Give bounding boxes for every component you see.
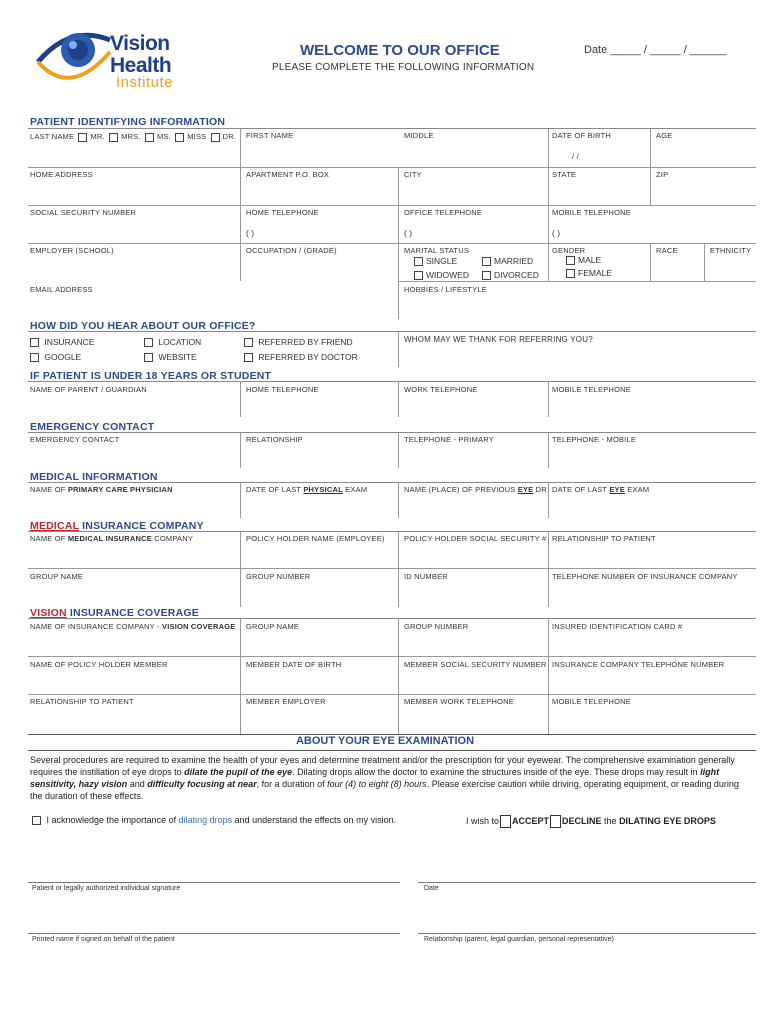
- section-divider: [28, 531, 756, 532]
- pcp-prefix: NAME OF: [30, 485, 68, 494]
- cell-divider: [398, 618, 399, 734]
- checkbox-icon[interactable]: [566, 269, 575, 278]
- cell-divider: [240, 129, 241, 167]
- row-divider: [28, 568, 756, 569]
- wish-the: the: [601, 815, 620, 826]
- cell-divider: [240, 482, 241, 518]
- exam-italic-4: four (4) to eight (8) hours: [327, 779, 427, 789]
- marital-married-option[interactable]: [480, 256, 533, 266]
- occupation-field[interactable]: OCCUPATION / (GRADE): [246, 246, 337, 255]
- minor-work-telephone-field[interactable]: WORK TELEPHONE: [404, 385, 478, 394]
- prev-prefix: NAME (PLACE) OF PREVIOUS: [404, 485, 518, 494]
- printed-name-line[interactable]: [28, 933, 400, 934]
- referred-doctor-label: REFERRED BY DOCTOR: [258, 352, 358, 362]
- prev-bold: EYE: [517, 485, 534, 494]
- cell-divider: [240, 432, 241, 468]
- mobile-telephone-area-code: ( ): [552, 228, 561, 238]
- acknowledge-option[interactable]: [30, 815, 396, 825]
- mobile-telephone-field[interactable]: MOBILE TELEPHONE: [552, 208, 631, 217]
- cell-divider: [650, 167, 651, 205]
- title-miss-checkbox[interactable]: [175, 133, 184, 142]
- single-label: SINGLE: [426, 256, 458, 266]
- ack-text-post: and understand the effects on my vision.: [232, 815, 397, 825]
- ethnicity-field[interactable]: ETHNICITY: [710, 246, 752, 255]
- exam-text-2: . Dilating drops allow the doctor to examine the structures inside of the eye. These drops may result in: [292, 767, 701, 777]
- female-label: FEMALE: [578, 268, 613, 278]
- logo-word-vision: Vision: [110, 32, 170, 55]
- vision-insurance-heading-red: VISION: [30, 607, 67, 619]
- parent-name-field[interactable]: NAME OF PARENT / GUARDIAN: [30, 385, 147, 394]
- hear-referred-doctor-option[interactable]: [242, 352, 358, 362]
- ssn-field[interactable]: SOCIAL SECURITY NUMBER: [30, 208, 137, 217]
- section-medical-heading: MEDICAL INFORMATION: [30, 471, 158, 483]
- hear-google-option[interactable]: [28, 352, 81, 362]
- title-mrs-label: MRS.: [121, 132, 141, 141]
- vision-mobile-telephone-field[interactable]: MOBILE TELEPHONE: [552, 697, 631, 706]
- hobbies-field[interactable]: HOBBIES / LIFESTYLE: [404, 285, 487, 294]
- date-field[interactable]: Date _____ / _____ / ______: [584, 44, 727, 56]
- vision-insurance-heading-rest: INSURANCE COVERAGE: [66, 607, 199, 619]
- policy-holder-ssn-field[interactable]: POLICY HOLDER SOCIAL SECURITY #: [404, 534, 547, 543]
- last-eye-bold: EYE: [609, 485, 625, 494]
- ack-text-blue: dilating drops: [178, 815, 233, 825]
- cell-divider: [398, 482, 399, 518]
- printed-name-label: Printed name if signed on behalf of the patient: [32, 936, 175, 943]
- vision-group-name-field[interactable]: GROUP NAME: [246, 622, 300, 631]
- cell-divider: [398, 205, 399, 243]
- acknowledge-checkbox[interactable]: [32, 816, 41, 825]
- cell-divider: [398, 432, 399, 468]
- ack-text-pre: I acknowledge the importance of: [46, 815, 179, 825]
- first-name-field[interactable]: FIRST NAME: [246, 131, 294, 140]
- section-divider: [28, 331, 756, 332]
- employer-field[interactable]: EMPLOYER (SCHOOL): [30, 246, 114, 255]
- zip-field[interactable]: ZIP: [656, 170, 669, 179]
- last-name-label: LAST NAME: [30, 132, 75, 141]
- race-field[interactable]: RACE: [656, 246, 678, 255]
- row-divider: [28, 750, 756, 751]
- minor-home-telephone-field[interactable]: HOME TELEPHONE: [246, 385, 319, 394]
- previous-eye-dr-field[interactable]: [404, 485, 547, 494]
- physical-prefix: DATE OF LAST: [246, 485, 304, 494]
- insured-id-card-field[interactable]: INSURED IDENTIFICATION CARD #: [552, 622, 683, 631]
- vis-company-bold: VISION COVERAGE: [162, 622, 236, 631]
- section-divider: [28, 381, 756, 382]
- exam-bold-2: light sensitivity, hazy vision: [30, 767, 720, 789]
- checkbox-icon[interactable]: [414, 257, 423, 266]
- cell-divider: [398, 331, 399, 367]
- checkbox-icon[interactable]: [144, 353, 153, 362]
- section-emergency-heading: EMERGENCY CONTACT: [30, 421, 155, 433]
- home-telephone-area-code: ( ): [246, 228, 255, 238]
- section-divider: [28, 432, 756, 433]
- hear-referred-friend-option[interactable]: [242, 337, 353, 347]
- pcp-bold: PRIMARY CARE PHYSICIAN: [67, 485, 173, 494]
- section-minor-heading: IF PATIENT IS UNDER 18 YEARS OR STUDENT: [30, 370, 272, 382]
- cell-divider: [240, 531, 241, 607]
- email-field[interactable]: EMAIL ADDRESS: [30, 285, 93, 294]
- title-dr-label: DR.: [222, 132, 237, 141]
- dilation-choice: [466, 815, 716, 828]
- page-subtitle: PLEASE COMPLETE THE FOLLOWING INFORMATION: [272, 62, 535, 73]
- cell-divider: [240, 618, 241, 734]
- exam-text-5: . Please exercise caution while driving, operating equipment, or reading during the duration of these effects.: [30, 779, 739, 801]
- cell-divider: [240, 243, 241, 281]
- vision-relationship-field[interactable]: RELATIONSHIP TO PATIENT: [30, 697, 134, 706]
- middle-name-field[interactable]: MIDDLE: [404, 131, 434, 140]
- row-divider: [28, 205, 756, 206]
- signature-date-label: Date: [424, 885, 439, 892]
- state-field[interactable]: STATE: [552, 170, 577, 179]
- dilating-eye-drops-label: DILATING EYE DROPS: [619, 815, 716, 826]
- cell-divider: [240, 167, 241, 205]
- gender-male-option[interactable]: [564, 255, 601, 265]
- title-ms-checkbox[interactable]: [145, 133, 154, 142]
- cell-divider: [548, 205, 549, 243]
- title-mrs-checkbox[interactable]: [109, 133, 118, 142]
- medical-insurance-company-field[interactable]: [30, 534, 193, 543]
- married-label: MARRIED: [494, 256, 534, 266]
- insurance-company-telephone-field[interactable]: TELEPHONE NUMBER OF INSURANCE COMPANY: [552, 572, 738, 581]
- date-line[interactable]: [418, 882, 756, 883]
- medical-insurance-heading-red: MEDICAL: [30, 520, 80, 532]
- exam-text-4: , for a duration of: [256, 779, 328, 789]
- cell-divider: [398, 381, 399, 417]
- title-mr-checkbox[interactable]: [78, 133, 87, 142]
- office-telephone-field[interactable]: OFFICE TELEPHONE: [404, 208, 483, 217]
- checkbox-icon[interactable]: [244, 353, 253, 362]
- cell-divider: [548, 381, 549, 417]
- page-title: WELCOME TO OUR OFFICE: [300, 42, 500, 59]
- checkbox-icon[interactable]: [244, 338, 253, 347]
- prev-suffix: DR: [533, 485, 547, 494]
- signature-line[interactable]: [28, 882, 400, 883]
- medical-group-name-field[interactable]: GROUP NAME: [30, 572, 84, 581]
- accept-label: ACCEPT: [512, 815, 550, 826]
- relationship-line[interactable]: [418, 933, 756, 934]
- signature-label: Patient or legally authorized individual signature: [32, 885, 181, 892]
- policy-holder-member-field[interactable]: NAME OF POLICY HOLDER MEMBER: [30, 660, 168, 669]
- marital-divorced-option[interactable]: [480, 270, 539, 280]
- medical-group-number-field[interactable]: GROUP NUMBER: [246, 572, 311, 581]
- row-divider: [28, 243, 756, 244]
- cell-divider: [548, 243, 549, 281]
- exam-text-3: and: [127, 779, 148, 789]
- med-company-prefix: NAME OF: [30, 534, 68, 543]
- section-divider: [28, 482, 756, 483]
- gender-female-option[interactable]: [564, 268, 612, 278]
- emergency-contact-field[interactable]: EMERGENCY CONTACT: [30, 435, 120, 444]
- cell-divider: [548, 167, 549, 205]
- google-label: GOOGLE: [44, 352, 82, 362]
- emergency-telephone-mobile-field[interactable]: TELEPHONE - MOBILE: [552, 435, 637, 444]
- cell-divider: [548, 129, 549, 167]
- checkbox-icon[interactable]: [30, 353, 39, 362]
- vision-group-number-field[interactable]: GROUP NUMBER: [404, 622, 469, 631]
- hear-website-option[interactable]: [142, 352, 197, 362]
- member-employer-field[interactable]: MEMBER EMPLOYER: [246, 697, 326, 706]
- logo-word-health: Health: [110, 54, 172, 77]
- gender-label: GENDER: [552, 246, 586, 255]
- male-label: MALE: [578, 255, 602, 265]
- checkbox-icon[interactable]: [482, 271, 491, 280]
- location-label: LOCATION: [158, 337, 202, 347]
- med-company-suffix: COMPANY: [151, 534, 194, 543]
- cell-divider: [548, 618, 549, 734]
- eye-logo-icon: [30, 22, 120, 94]
- pcp-name-field[interactable]: [30, 485, 173, 494]
- city-field[interactable]: CITY: [404, 170, 422, 179]
- cell-divider: [650, 243, 651, 281]
- marital-status-label: MARITAL STATUS: [404, 246, 470, 255]
- last-physical-field[interactable]: [246, 485, 367, 494]
- relationship-to-patient-field[interactable]: RELATIONSHIP TO PATIENT: [552, 534, 656, 543]
- exam-bold-3: difficulty focusing at near: [147, 779, 257, 789]
- vision-insurance-company-field[interactable]: [30, 622, 235, 631]
- dob-field[interactable]: DATE OF BIRTH: [552, 131, 611, 140]
- logo-word-institute: Institute: [116, 74, 174, 91]
- home-address-field[interactable]: HOME ADDRESS: [30, 170, 93, 179]
- checkbox-icon[interactable]: [144, 338, 153, 347]
- website-label: WEBSITE: [158, 352, 197, 362]
- eye-exam-heading: ABOUT YOUR EYE EXAMINATION: [295, 735, 475, 747]
- age-field[interactable]: AGE: [656, 131, 673, 140]
- referred-friend-label: REFERRED BY FRIEND: [258, 337, 353, 347]
- cell-divider: [398, 167, 399, 205]
- emergency-relationship-field[interactable]: RELATIONSHIP: [246, 435, 303, 444]
- medical-id-number-field[interactable]: ID NUMBER: [404, 572, 448, 581]
- hear-location-option[interactable]: [142, 337, 201, 347]
- exam-text-1: Several procedures are required to examine the health of your eyes and determine treatment and/or the prescription for your eyewear. The comprehensive examination generally requires the instillation of eye drops to: [30, 755, 735, 777]
- cell-divider: [650, 129, 651, 167]
- section-divider: [28, 128, 756, 129]
- office-telephone-area-code: ( ): [404, 228, 413, 238]
- dob-slashes: / /: [572, 152, 579, 161]
- hear-insurance-option[interactable]: [28, 337, 94, 347]
- divorced-label: DIVORCED: [494, 270, 539, 280]
- minor-mobile-telephone-field[interactable]: MOBILE TELEPHONE: [552, 385, 631, 394]
- cell-divider: [548, 531, 549, 607]
- cell-divider: [548, 432, 549, 468]
- checkbox-icon[interactable]: [414, 271, 423, 280]
- medical-insurance-heading-rest: INSURANCE COMPANY: [79, 520, 204, 532]
- row-divider: [28, 167, 756, 168]
- accept-checkbox[interactable]: [500, 815, 511, 828]
- physical-bold: PHYSICAL: [303, 485, 343, 494]
- exam-bold-1: dilate the pupil of the eye: [184, 767, 293, 777]
- title-dr-checkbox[interactable]: [211, 133, 220, 142]
- cell-divider: [548, 482, 549, 518]
- vision-insurance-telephone-field[interactable]: INSURANCE COMPANY TELEPHONE NUMBER: [552, 660, 725, 669]
- physical-suffix: EXAM: [342, 485, 368, 494]
- cell-divider: [240, 205, 241, 243]
- vis-company-prefix: NAME OF INSURANCE COMPANY -: [30, 622, 163, 631]
- apartment-field[interactable]: APARTMENT P.O. BOX: [246, 170, 330, 179]
- title-mr-label: MR.: [90, 132, 105, 141]
- row-divider: [398, 281, 756, 282]
- decline-checkbox[interactable]: [550, 815, 561, 828]
- home-telephone-field[interactable]: HOME TELEPHONE: [246, 208, 319, 217]
- emergency-telephone-primary-field[interactable]: TELEPHONE - PRIMARY: [404, 435, 494, 444]
- title-miss-label: MISS: [187, 132, 207, 141]
- member-dob-field[interactable]: MEMBER DATE OF BIRTH: [246, 660, 342, 669]
- wish-text: I wish to: [466, 815, 500, 826]
- last-eye-suffix: EXAM: [624, 485, 650, 494]
- last-name-field[interactable]: [30, 132, 236, 142]
- section-divider: [28, 618, 756, 619]
- cell-divider: [240, 381, 241, 417]
- vision-health-logo: [30, 22, 190, 94]
- member-ssn-field[interactable]: MEMBER SOCIAL SECURITY NUMBER: [404, 660, 547, 669]
- member-work-telephone-field[interactable]: MEMBER WORK TELEPHONE: [404, 697, 514, 706]
- last-eye-prefix: DATE OF LAST: [552, 485, 610, 494]
- title-ms-label: MS.: [157, 132, 171, 141]
- widowed-label: WIDOWED: [426, 270, 469, 280]
- med-company-bold: MEDICAL INSURANCE: [67, 534, 152, 543]
- cell-divider: [398, 531, 399, 607]
- marital-single-option[interactable]: [412, 256, 457, 266]
- eye-exam-paragraph: [30, 754, 750, 802]
- cell-divider: [704, 243, 705, 281]
- checkbox-icon[interactable]: [30, 338, 39, 347]
- checkbox-icon[interactable]: [566, 256, 575, 265]
- decline-label: DECLINE: [562, 815, 602, 826]
- policy-holder-name-field[interactable]: POLICY HOLDER NAME (EMPLOYEE): [246, 534, 385, 543]
- relationship-label: Relationship (parent, legal guardian, personal representative): [424, 936, 614, 943]
- marital-widowed-option[interactable]: [412, 270, 469, 280]
- checkbox-icon[interactable]: [482, 257, 491, 266]
- row-divider: [28, 656, 756, 657]
- section-patient-heading: PATIENT IDENTIFYING INFORMATION: [30, 116, 226, 128]
- section-hear-heading: HOW DID YOU HEAR ABOUT OUR OFFICE?: [30, 320, 256, 332]
- last-eye-exam-field[interactable]: [552, 485, 649, 494]
- insurance-label: INSURANCE: [44, 337, 95, 347]
- row-divider: [28, 694, 756, 695]
- referral-name-field[interactable]: WHOM MAY WE THANK FOR REFERRING YOU?: [404, 335, 593, 344]
